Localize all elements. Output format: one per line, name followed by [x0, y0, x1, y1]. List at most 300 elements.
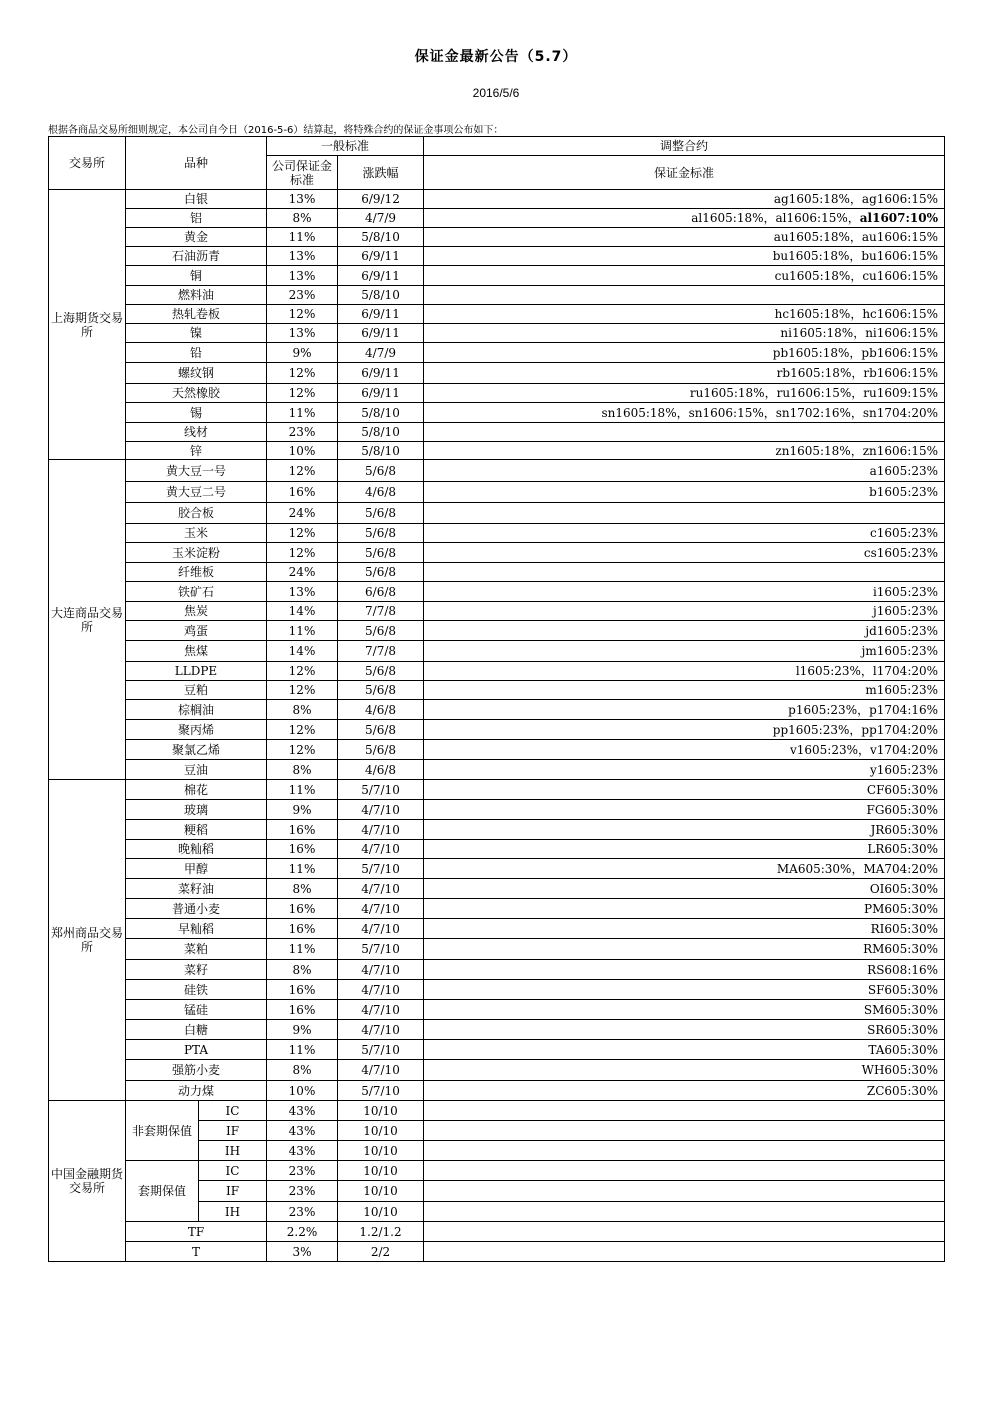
margin-cell: 8%: [267, 209, 338, 228]
margin-cell: 13%: [267, 190, 338, 209]
table-row: [49, 760, 945, 780]
margin-cell: 23%: [267, 286, 338, 305]
product-cell: 聚丙烯: [126, 720, 267, 740]
table-row: [49, 286, 945, 305]
margin-cell: 2.2%: [267, 1222, 338, 1242]
limit-cell: 4/7/10: [338, 840, 424, 859]
table-row: [49, 543, 945, 563]
adjusted-contracts-text: v1605:23%，v1704:20%: [789, 742, 939, 757]
margin-cell: 9%: [267, 343, 338, 363]
limit-cell: 4/6/8: [338, 760, 424, 780]
margin-cell: 24%: [267, 563, 338, 582]
adjusted-contracts-cell: [424, 780, 945, 800]
margin-cell: 16%: [267, 980, 338, 1000]
table-row: [49, 1060, 945, 1081]
adjusted-contracts-cell: [424, 384, 945, 403]
limit-cell: 5/6/8: [338, 662, 424, 681]
product-cell: IC: [199, 1161, 267, 1181]
adjusted-contracts-cell: [424, 1242, 945, 1262]
limit-cell: 5/6/8: [338, 720, 424, 740]
margin-cell: 11%: [267, 403, 338, 423]
adjusted-contracts-cell: [424, 919, 945, 939]
header-limit: 涨跌幅: [338, 156, 424, 190]
adjusted-contracts-cell: [424, 740, 945, 760]
limit-cell: 5/8/10: [338, 286, 424, 305]
adjusted-contracts-text: JR605:30%: [870, 822, 939, 837]
limit-cell: 4/7/9: [338, 343, 424, 363]
product-cell: 螺纹钢: [126, 363, 267, 384]
margin-cell: 3%: [267, 1242, 338, 1262]
product-cell: 早籼稻: [126, 919, 267, 939]
limit-cell: 10/10: [338, 1121, 424, 1141]
limit-cell: 6/9/11: [338, 363, 424, 384]
adjusted-contracts-cell: [424, 641, 945, 662]
limit-cell: 1.2/1.2: [338, 1222, 424, 1242]
header-product: 品种: [126, 137, 267, 190]
product-cell: 聚氯乙烯: [126, 740, 267, 760]
table-row: [49, 1101, 945, 1121]
adjusted-contracts-text: m1605:23%: [865, 683, 939, 697]
exchange-dce: 大连商品交易所: [49, 460, 126, 780]
product-cell: 天然橡胶: [126, 384, 267, 403]
adjusted-contracts-cell: [424, 209, 945, 228]
table-row: [49, 800, 945, 820]
table-row: [49, 820, 945, 840]
adjusted-contracts-cell: [424, 423, 945, 442]
adjusted-contracts-cell: [424, 960, 945, 980]
adjusted-contracts-cell: [424, 662, 945, 681]
product-cell: IH: [199, 1202, 267, 1222]
adjusted-contracts-cell: [424, 980, 945, 1000]
adjusted-contracts-cell: [424, 1202, 945, 1222]
table-row: [49, 1040, 945, 1060]
margin-cell: 12%: [267, 305, 338, 324]
product-cell: 棕榈油: [126, 700, 267, 720]
adjusted-contracts-text: CF605:30%: [866, 782, 939, 797]
limit-cell: 4/6/8: [338, 482, 424, 503]
adjusted-contracts-cell: [424, 621, 945, 641]
table-row: [49, 460, 945, 482]
table-row: [49, 343, 945, 363]
adjusted-contracts-cell: [424, 403, 945, 423]
margin-cell: 12%: [267, 720, 338, 740]
limit-cell: 5/8/10: [338, 423, 424, 442]
margin-cell: 43%: [267, 1101, 338, 1121]
margin-cell: 16%: [267, 820, 338, 840]
adjusted-contracts-cell: [424, 563, 945, 582]
exchange-cffex: 中国金融期货交易所: [49, 1101, 126, 1262]
limit-cell: 4/7/10: [338, 1060, 424, 1081]
margin-cell: 10%: [267, 442, 338, 460]
adjusted-contracts-cell: [424, 681, 945, 700]
margin-cell: 10%: [267, 1081, 338, 1101]
adjusted-contracts-cell: [424, 442, 945, 460]
header-adjusted: 调整合约: [424, 137, 945, 156]
product-cell: PTA: [126, 1040, 267, 1060]
table-row: [49, 582, 945, 602]
product-cell: 铁矿石: [126, 582, 267, 602]
limit-cell: 5/7/10: [338, 780, 424, 800]
adjusted-contracts-text: al1605:18%，al1606:15%，: [691, 211, 860, 225]
product-cell: 鸡蛋: [126, 621, 267, 641]
product-cell: 菜粕: [126, 939, 267, 960]
product-cell: 黄大豆一号: [126, 460, 267, 482]
header-general: 一般标准: [267, 137, 424, 156]
limit-cell: 5/8/10: [338, 228, 424, 247]
margin-cell: 11%: [267, 780, 338, 800]
margin-cell: 8%: [267, 1060, 338, 1081]
limit-cell: 4/7/10: [338, 980, 424, 1000]
adjusted-contracts-cell: [424, 305, 945, 324]
margin-cell: 11%: [267, 228, 338, 247]
margin-cell: 16%: [267, 840, 338, 859]
margin-cell: 23%: [267, 1161, 338, 1181]
product-cell: 甲醇: [126, 859, 267, 879]
product-cell: 线材: [126, 423, 267, 442]
table-row: [49, 482, 945, 503]
adjusted-contracts-text: a1605:23%: [869, 463, 939, 478]
product-cell: 铜: [126, 266, 267, 286]
adjusted-contracts-text: jd1605:23%: [865, 623, 939, 638]
adjusted-contracts-cell: [424, 939, 945, 960]
table-row: [49, 1020, 945, 1040]
adjusted-contracts-cell: [424, 343, 945, 363]
product-cell: 锡: [126, 403, 267, 423]
product-cell: 玉米淀粉: [126, 543, 267, 563]
adjusted-contracts-cell: [424, 1020, 945, 1040]
product-cell: 铅: [126, 343, 267, 363]
margin-cell: 13%: [267, 582, 338, 602]
margin-cell: 23%: [267, 1181, 338, 1202]
adjusted-contracts-cell: [424, 859, 945, 879]
limit-cell: 4/7/10: [338, 1020, 424, 1040]
adjusted-contracts-cell: [424, 286, 945, 305]
margin-cell: 23%: [267, 423, 338, 442]
margin-cell: 9%: [267, 800, 338, 820]
margin-cell: 14%: [267, 602, 338, 621]
limit-cell: 6/9/12: [338, 190, 424, 209]
adjusted-contracts-cell: [424, 247, 945, 266]
adjusted-contracts-text: c1605:23%: [870, 526, 939, 540]
table-row: [49, 720, 945, 740]
limit-cell: 5/7/10: [338, 1081, 424, 1101]
limit-cell: 5/7/10: [338, 1040, 424, 1060]
group-hedge: 套期保值: [126, 1161, 199, 1222]
limit-cell: 5/8/10: [338, 403, 424, 423]
limit-cell: 10/10: [338, 1161, 424, 1181]
table-row: [49, 859, 945, 879]
limit-cell: 4/7/10: [338, 1000, 424, 1020]
adjusted-contracts-cell: [424, 190, 945, 209]
table-row: [49, 423, 945, 442]
table-row: [49, 780, 945, 800]
adjusted-contracts-cell: [424, 1101, 945, 1121]
margin-cell: 43%: [267, 1141, 338, 1161]
table-row: [49, 1161, 945, 1181]
table-row: [49, 524, 945, 543]
adjusted-contracts-text: LR605:30%: [867, 842, 939, 856]
table-row: [49, 740, 945, 760]
limit-cell: 10/10: [338, 1181, 424, 1202]
adjusted-contracts-text: l1605:23%，l1704:20%: [795, 664, 939, 678]
limit-cell: 4/7/10: [338, 879, 424, 899]
product-cell: 菜籽: [126, 960, 267, 980]
product-cell: IF: [199, 1121, 267, 1141]
margin-cell: 16%: [267, 899, 338, 919]
limit-cell: 4/7/10: [338, 960, 424, 980]
adjusted-contracts-text: RM605:30%: [863, 942, 939, 956]
limit-cell: 7/7/8: [338, 641, 424, 662]
product-cell: 黄金: [126, 228, 267, 247]
product-cell: 动力煤: [126, 1081, 267, 1101]
margin-cell: 23%: [267, 1202, 338, 1222]
product-cell: 强筋小麦: [126, 1060, 267, 1081]
table-row: [49, 442, 945, 460]
margin-cell: 8%: [267, 960, 338, 980]
exchange-shfe: 上海期货交易所: [49, 190, 126, 460]
product-cell: 棉花: [126, 780, 267, 800]
margin-cell: 13%: [267, 266, 338, 286]
product-cell: 铝: [126, 209, 267, 228]
adjusted-contracts-cell: [424, 760, 945, 780]
product-cell: TF: [126, 1222, 267, 1242]
adjusted-contracts-text: SM605:30%: [863, 1002, 939, 1017]
table-row: [49, 190, 945, 209]
adjusted-contracts-text: SR605:30%: [867, 1022, 939, 1037]
adjusted-contracts-text: cs1605:23%: [863, 545, 939, 560]
limit-cell: 5/6/8: [338, 681, 424, 700]
limit-cell: 2/2: [338, 1242, 424, 1262]
product-cell: 玻璃: [126, 800, 267, 820]
product-cell: 豆粕: [126, 681, 267, 700]
table-row: [49, 1081, 945, 1101]
adjusted-contracts-cell: [424, 266, 945, 286]
limit-cell: 5/8/10: [338, 442, 424, 460]
table-row: [49, 247, 945, 266]
product-cell: T: [126, 1242, 267, 1262]
product-cell: 纤维板: [126, 563, 267, 582]
adjusted-contracts-text: j1605:23%: [873, 604, 939, 618]
table-row: [49, 662, 945, 681]
limit-cell: 6/9/11: [338, 305, 424, 324]
table-row: [49, 1222, 945, 1242]
adjusted-contracts-text: SF605:30%: [867, 982, 939, 997]
adjusted-contracts-text: b1605:23%: [869, 485, 939, 499]
margin-cell: 9%: [267, 1020, 338, 1040]
limit-cell: 5/6/8: [338, 543, 424, 563]
table-row: [49, 899, 945, 919]
adjusted-contracts-cell: [424, 460, 945, 482]
adjusted-contracts-cell: [424, 1040, 945, 1060]
margin-cell: 12%: [267, 363, 338, 384]
product-cell: 硅铁: [126, 980, 267, 1000]
table-row: [49, 602, 945, 621]
limit-cell: 4/6/8: [338, 700, 424, 720]
product-cell: 胶合板: [126, 503, 267, 524]
margin-cell: 11%: [267, 621, 338, 641]
adjusted-contracts-text: i1605:23%: [872, 584, 939, 599]
exchange-czce: 郑州商品交易所: [49, 780, 126, 1101]
limit-cell: 4/7/10: [338, 800, 424, 820]
adjusted-contracts-text: ni1605:18%，ni1606:15%: [780, 326, 939, 340]
adjusted-contracts-cell: [424, 482, 945, 503]
table-row: [49, 209, 945, 228]
adjusted-contracts-text: zn1605:18%，zn1606:15%: [775, 443, 939, 458]
table-row: [49, 681, 945, 700]
limit-cell: 5/6/8: [338, 503, 424, 524]
adjusted-contracts-text: jm1605:23%: [861, 644, 939, 658]
margin-cell: 12%: [267, 384, 338, 403]
product-cell: 燃料油: [126, 286, 267, 305]
product-cell: IH: [199, 1141, 267, 1161]
table-row: [49, 840, 945, 859]
table-row: [49, 563, 945, 582]
adjusted-contracts-text: hc1605:18%，hc1606:15%: [774, 307, 939, 321]
adjusted-contracts-text: p1605:23%，p1704:16%: [788, 702, 939, 717]
margin-cell: 13%: [267, 247, 338, 266]
header-company-margin: 公司保证金标准: [267, 156, 338, 190]
table-row: [49, 363, 945, 384]
limit-cell: 5/6/8: [338, 621, 424, 641]
margin-cell: 12%: [267, 740, 338, 760]
limit-cell: 10/10: [338, 1141, 424, 1161]
adjusted-contracts-cell: [424, 228, 945, 247]
limit-cell: 7/7/8: [338, 602, 424, 621]
adjusted-contracts-cell: [424, 899, 945, 919]
adjusted-contracts-cell: [424, 879, 945, 899]
adjusted-contracts-cell: [424, 820, 945, 840]
product-cell: 锰硅: [126, 1000, 267, 1020]
product-cell: 黄大豆二号: [126, 482, 267, 503]
limit-cell: 5/7/10: [338, 939, 424, 960]
margin-cell: 14%: [267, 641, 338, 662]
header-margin-standard: 保证金标准: [424, 156, 945, 190]
margin-cell: 12%: [267, 681, 338, 700]
adjusted-contracts-text: MA605:30%，MA704:20%: [776, 861, 939, 876]
adjusted-contracts-cell: [424, 1141, 945, 1161]
limit-cell: 4/7/9: [338, 209, 424, 228]
product-cell: IF: [199, 1181, 267, 1202]
adjusted-contracts-highlight: al1607:10%: [859, 211, 939, 225]
adjusted-contracts-text: sn1605:18%，sn1606:15%，sn1702:16%，sn1704:20%: [601, 405, 939, 420]
adjusted-contracts-cell: [424, 840, 945, 859]
notice-date: 2016/5/6: [472, 86, 520, 100]
page-title: 保证金最新公告（5.7）: [414, 49, 578, 65]
product-cell: 普通小麦: [126, 899, 267, 919]
product-cell: 白银: [126, 190, 267, 209]
table-row: [49, 324, 945, 343]
margin-cell: 11%: [267, 939, 338, 960]
limit-cell: 5/6/8: [338, 563, 424, 582]
limit-cell: 4/7/10: [338, 820, 424, 840]
table-row: [49, 266, 945, 286]
limit-cell: 6/6/8: [338, 582, 424, 602]
table-row: [49, 641, 945, 662]
table-row: [49, 919, 945, 939]
adjusted-contracts-text: pp1605:23%，pp1704:20%: [772, 722, 939, 737]
product-cell: 镍: [126, 324, 267, 343]
product-cell: 豆油: [126, 760, 267, 780]
adjusted-contracts-text: y1605:23%: [869, 762, 939, 777]
adjusted-contracts-cell: [424, 1181, 945, 1202]
table-row: [49, 700, 945, 720]
product-cell: 菜籽油: [126, 879, 267, 899]
adjusted-contracts-cell: [424, 1222, 945, 1242]
limit-cell: 6/9/11: [338, 266, 424, 286]
product-cell: 锌: [126, 442, 267, 460]
adjusted-contracts-text: OI605:30%: [869, 881, 939, 896]
product-cell: 焦炭: [126, 602, 267, 621]
product-cell: 晚籼稻: [126, 840, 267, 859]
adjusted-contracts-text: WH605:30%: [861, 1063, 939, 1077]
intro-text: 根据各商品交易所细则规定，本公司自今日（2016-5-6）结算起，将特殊合约的保证金事项公布如下：: [48, 125, 504, 136]
table-row: [49, 879, 945, 899]
limit-cell: 6/9/11: [338, 247, 424, 266]
adjusted-contracts-text: TA605:30%: [868, 1042, 939, 1057]
margin-cell: 11%: [267, 859, 338, 879]
table-row: [49, 384, 945, 403]
table-row: [49, 403, 945, 423]
margin-cell: 13%: [267, 324, 338, 343]
adjusted-contracts-cell: [424, 524, 945, 543]
margin-cell: 12%: [267, 460, 338, 482]
limit-cell: 5/7/10: [338, 859, 424, 879]
margin-cell: 16%: [267, 482, 338, 503]
margin-cell: 24%: [267, 503, 338, 524]
margin-cell: 8%: [267, 879, 338, 899]
adjusted-contracts-text: ag1605:18%，ag1606:15%: [773, 192, 939, 206]
table-row: [49, 305, 945, 324]
adjusted-contracts-text: bu1605:18%，bu1606:15%: [772, 249, 939, 263]
adjusted-contracts-cell: [424, 1000, 945, 1020]
margin-cell: 16%: [267, 919, 338, 939]
margin-cell: 12%: [267, 524, 338, 543]
adjusted-contracts-cell: [424, 800, 945, 820]
group-non-hedge: 非套期保值: [126, 1101, 199, 1161]
table-row: [49, 960, 945, 980]
adjusted-contracts-cell: [424, 324, 945, 343]
product-cell: 玉米: [126, 524, 267, 543]
adjusted-contracts-text: FG605:30%: [866, 802, 939, 817]
adjusted-contracts-cell: [424, 543, 945, 563]
margin-cell: 12%: [267, 543, 338, 563]
adjusted-contracts-cell: [424, 700, 945, 720]
margin-cell: 43%: [267, 1121, 338, 1141]
margin-cell: 12%: [267, 662, 338, 681]
table-row: [49, 621, 945, 641]
limit-cell: 5/6/8: [338, 460, 424, 482]
adjusted-contracts-cell: [424, 1161, 945, 1181]
adjusted-contracts-text: cu1605:18%，cu1606:15%: [774, 268, 939, 283]
limit-cell: 6/9/11: [338, 324, 424, 343]
adjusted-contracts-text: ru1605:18%，ru1606:15%，ru1609:15%: [689, 386, 939, 400]
adjusted-contracts-cell: [424, 1060, 945, 1081]
margin-cell: 8%: [267, 760, 338, 780]
limit-cell: 4/7/10: [338, 919, 424, 939]
limit-cell: 10/10: [338, 1202, 424, 1222]
limit-cell: 10/10: [338, 1101, 424, 1121]
adjusted-contracts-text: rb1605:18%，rb1606:15%: [776, 366, 939, 380]
table-row: [49, 939, 945, 960]
adjusted-contracts-text: RI605:30%: [870, 921, 939, 936]
table-row: [49, 503, 945, 524]
limit-cell: 5/6/8: [338, 524, 424, 543]
adjusted-contracts-cell: [424, 363, 945, 384]
table-row: [49, 1242, 945, 1262]
product-cell: IC: [199, 1101, 267, 1121]
limit-cell: 4/7/10: [338, 899, 424, 919]
table-row: [49, 228, 945, 247]
